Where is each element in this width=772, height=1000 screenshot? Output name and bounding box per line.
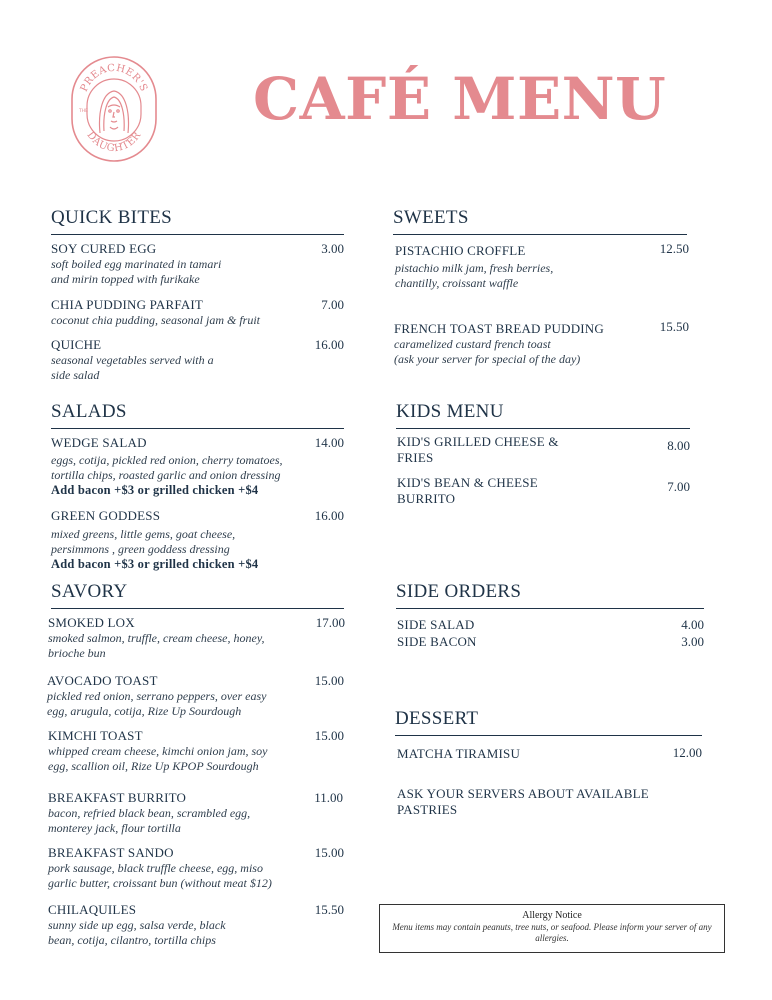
- menu-item: [48, 845, 344, 891]
- item-price: 3.00: [681, 634, 704, 649]
- item-price: 7.00: [667, 479, 690, 494]
- allergy-notice-text: Menu items may contain peanuts, tree nuts, or seafood. Please inform your server of any: [392, 922, 712, 932]
- item-description: smoked salmon, truffle, cream cheese, honey,: [48, 631, 265, 645]
- section-salads: [51, 401, 344, 429]
- menu-item: [397, 617, 704, 633]
- item-description: seasonal vegetables served with a: [51, 353, 214, 367]
- pastries-note-line: ASK YOUR SERVERS ABOUT AVAILABLE: [397, 786, 649, 801]
- item-price: 16.00: [314, 508, 344, 523]
- menu-item: [397, 475, 690, 507]
- menu-item: [51, 435, 344, 498]
- item-price: 15.50: [659, 319, 689, 334]
- item-name: GREEN GODDESS: [51, 508, 161, 523]
- logo-top-text: PREACHER'S: [78, 62, 150, 94]
- item-price: 16.00: [314, 337, 344, 352]
- item-price: 3.00: [321, 241, 344, 256]
- item-name: CHIA PUDDING PARFAIT: [51, 297, 204, 312]
- menu-item: [48, 902, 344, 948]
- menu-item: [51, 297, 344, 328]
- item-name: KIMCHI TOAST: [48, 728, 143, 743]
- item-description: mixed greens, little gems, goat cheese,: [51, 527, 236, 541]
- item-name: SIDE SALAD: [397, 617, 475, 632]
- section-quick-bites: [51, 207, 344, 235]
- page-title: CAFÉ MENU: [253, 65, 667, 133]
- item-price: 14.00: [314, 435, 344, 450]
- logo-small-text: THE: [79, 109, 88, 114]
- item-name: FRIES: [397, 450, 434, 465]
- section-heading: SALADS: [51, 401, 344, 429]
- allergy-notice-text: allergies.: [535, 933, 569, 943]
- item-description: bacon, refried black bean, scrambled egg,: [48, 806, 251, 820]
- item-price: 12.00: [672, 745, 702, 760]
- item-name: QUICHE: [51, 337, 102, 352]
- item-description: garlic butter, croissant bun (without meat $12): [48, 876, 272, 890]
- item-name: CHILAQUILES: [48, 902, 137, 917]
- menu-item: [394, 321, 689, 367]
- item-price: 12.50: [659, 241, 689, 256]
- section-kids-menu: [396, 401, 690, 429]
- item-name: BURRITO: [397, 491, 456, 506]
- item-description: sunny side up egg, salsa verde, black: [48, 918, 226, 932]
- section-heading: SIDE ORDERS: [396, 581, 704, 609]
- item-price: 17.00: [315, 615, 345, 630]
- item-description: coconut chia pudding, seasonal jam & fruit: [51, 313, 260, 327]
- item-name: SIDE BACON: [397, 634, 477, 649]
- item-name: BREAKFAST BURRITO: [48, 790, 187, 805]
- logo-bottom-text: DAUGHTER: [84, 129, 144, 155]
- menu-item: [397, 746, 702, 762]
- section-savory: [51, 581, 344, 609]
- section-heading: DESSERT: [395, 708, 702, 736]
- section-dessert: [395, 708, 702, 736]
- section-sweets: [393, 207, 687, 235]
- item-price: 15.50: [314, 902, 344, 917]
- item-price: 15.00: [314, 673, 344, 688]
- svg-text:DAUGHTER: [85, 130, 144, 154]
- svg-text:PREACHER'S: [79, 63, 149, 94]
- item-description: soft boiled egg marinated in tamari: [51, 257, 222, 271]
- item-name: FRENCH TOAST BREAD PUDDING: [394, 321, 604, 336]
- menu-item: [48, 615, 345, 661]
- item-name: SMOKED LOX: [48, 615, 135, 630]
- item-name: KID'S GRILLED CHEESE &: [397, 434, 559, 449]
- item-price: 11.00: [314, 790, 343, 805]
- item-name: WEDGE SALAD: [51, 435, 147, 450]
- item-description: pork sausage, black truffle cheese, egg, miso: [48, 861, 263, 875]
- menu-item: [48, 728, 344, 774]
- item-price: 15.00: [314, 845, 344, 860]
- menu-item: [47, 673, 344, 719]
- item-name: AVOCADO TOAST: [47, 673, 158, 688]
- item-description: persimmons , green goddess dressing: [51, 542, 230, 556]
- section-heading: SAVORY: [51, 581, 344, 609]
- menu-item: [51, 337, 344, 383]
- item-addon: Add bacon +$3 or grilled chicken +$4: [51, 483, 259, 497]
- section-heading: QUICK BITES: [51, 207, 344, 235]
- item-name: SOY CURED EGG: [51, 241, 157, 256]
- item-description: brioche bun: [48, 646, 106, 660]
- menu-item: [397, 634, 704, 650]
- item-description: side salad: [51, 368, 100, 382]
- allergy-notice-title: Allergy Notice: [522, 910, 582, 921]
- item-description: eggs, cotija, pickled red onion, cherry tomatoes,: [51, 453, 283, 467]
- section-heading: SWEETS: [393, 207, 687, 235]
- item-description: pickled red onion, serrano peppers, over easy: [47, 689, 267, 703]
- menu-item: [395, 243, 689, 291]
- item-name: PISTACHIO CROFFLE: [395, 243, 526, 258]
- item-description: chantilly, croissant waffle: [395, 276, 519, 290]
- section-heading: KIDS MENU: [396, 401, 690, 429]
- item-price: 15.00: [314, 728, 344, 743]
- item-description: caramelized custard french toast: [394, 337, 551, 351]
- item-description: bean, cotija, cilantro, tortilla chips: [48, 933, 216, 947]
- section-side-orders: [396, 581, 704, 609]
- item-price: 7.00: [321, 297, 344, 312]
- pastries-note-line: PASTRIES: [397, 802, 458, 817]
- item-price: 4.00: [681, 617, 704, 632]
- item-description: monterey jack, flour tortilla: [48, 821, 181, 835]
- item-description: egg, arugula, cotija, Rize Up Sourdough: [47, 704, 242, 718]
- item-name: KID'S BEAN & CHEESE: [397, 475, 538, 490]
- item-addon: Add bacon +$3 or grilled chicken +$4: [51, 557, 259, 571]
- item-description: egg, scallion oil, Rize Up KPOP Sourdough: [48, 759, 259, 773]
- menu-item: [397, 434, 690, 466]
- preachers-daughter-logo: [70, 55, 158, 163]
- item-description: pistachio milk jam, fresh berries,: [395, 261, 554, 275]
- face-icon: [100, 91, 129, 133]
- allergy-notice: [379, 904, 725, 953]
- item-description: and mirin topped with furikake: [51, 272, 200, 286]
- item-name: MATCHA TIRAMISU: [397, 746, 521, 761]
- item-description: whipped cream cheese, kimchi onion jam, soy: [48, 744, 268, 758]
- item-description: (ask your server for special of the day): [394, 352, 581, 366]
- pastries-note: [397, 786, 702, 818]
- menu-item: [48, 790, 343, 836]
- menu-item: [51, 241, 344, 287]
- item-name: BREAKFAST SANDO: [48, 845, 174, 860]
- item-description: tortilla chips, roasted garlic and onion dressing: [51, 468, 281, 482]
- item-price: 8.00: [667, 438, 690, 453]
- menu-item: [51, 508, 344, 572]
